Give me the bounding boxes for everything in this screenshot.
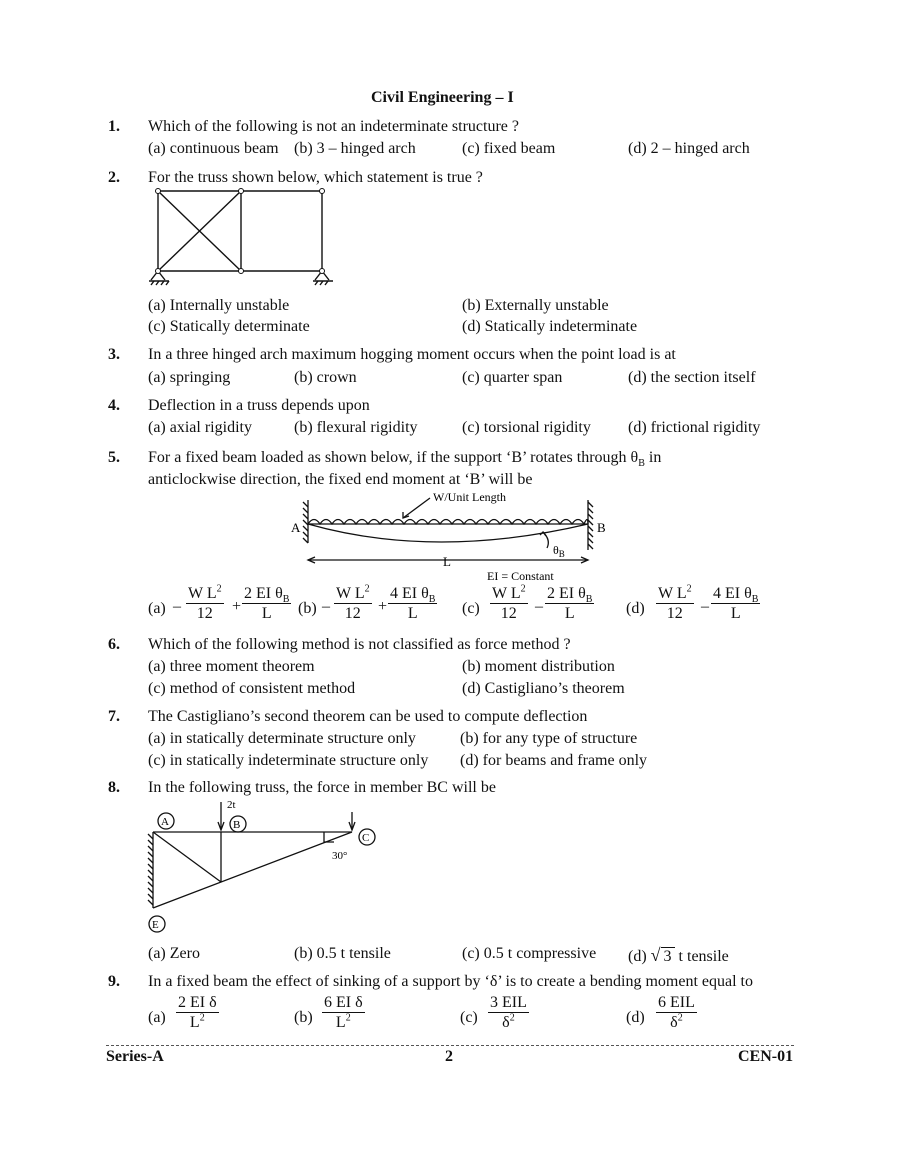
question-number: 3. [108, 346, 120, 363]
fraction-2ei-l: $\frac{2 EI \theta_B}{L}$ [547, 585, 593, 622]
question-number: 6. [108, 636, 120, 653]
sqrt-icon: √ [650, 945, 661, 965]
question-text: Which of the following is not an indeterminate structure ? [148, 118, 519, 135]
option-b: (b) 0.5 t tensile [294, 945, 391, 962]
plus-sign: + [378, 598, 388, 615]
question-text: Deflection in a truss depends upon [148, 397, 370, 414]
option-d: (d) 2 – hinged arch [628, 140, 750, 157]
option-c: (c) Statically determinate [148, 318, 310, 335]
option-b: (b) for any type of structure [460, 730, 638, 747]
fixed-beam-diagram [285, 488, 615, 586]
option-d: (d) Castigliano’s theorem [462, 680, 625, 697]
question-number: 8. [108, 779, 120, 796]
cantilever-truss-diagram [140, 796, 380, 938]
option-d: (d) [626, 600, 645, 617]
option-b: (b) [298, 600, 317, 617]
option-c: (c) [462, 600, 480, 617]
fraction-4ei-l: $\frac{4 EI \theta_B}{L}$ [713, 585, 759, 622]
series-label: Series-A [106, 1048, 164, 1065]
option-b: (b) crown [294, 369, 357, 386]
option-b: (b) moment distribution [462, 658, 615, 675]
option-c: (c) quarter span [462, 369, 563, 386]
option-b: (b) 3 – hinged arch [294, 140, 416, 157]
node-a-label: A [161, 816, 169, 828]
option-d: (d) Statically indeterminate [462, 318, 638, 335]
support-b-label: B [597, 520, 606, 535]
footer-divider [106, 1045, 794, 1046]
fraction-wl2-12: $\frac{W L^2}{12}$ [658, 583, 692, 622]
fraction-6eil-delta2: 6 EIL $\delta^2$ [658, 994, 695, 1031]
fraction-wl2-12: $\frac{W L^2}{12}$ [336, 583, 370, 622]
option-a: (a) [148, 1009, 166, 1026]
option-d: (d) [626, 1009, 645, 1026]
option-a: (a) springing [148, 369, 231, 386]
option-c: (c) torsional rigidity [462, 419, 591, 436]
question-number: 9. [108, 973, 120, 990]
node-e-label: E [152, 919, 159, 931]
fraction-6ei-delta-l2: $\frac{\text{6 EI δ}}{L^2}$ [324, 994, 363, 1031]
option-a: (a) continuous beam [148, 140, 279, 157]
option-c: (c) in statically indeterminate structure only [148, 752, 429, 769]
option-a: (a) three moment theorem [148, 658, 315, 675]
option-c: (c) fixed beam [462, 140, 556, 157]
minus-sign: – [173, 598, 181, 615]
option-d: (d) √ 3 t tensile [628, 945, 729, 965]
option-c: (c) method of consistent method [148, 680, 356, 697]
question-number: 5. [108, 449, 120, 466]
minus-sign: – [535, 598, 543, 615]
fraction-wl2-12: $\frac{W L^2}{12}$ [492, 583, 526, 622]
page-title: Civil Engineering – I [371, 89, 514, 106]
fraction-wl2-12: $\frac{W L^2}{12}$ [188, 583, 222, 622]
option-a: (a) [148, 600, 166, 617]
span-label: L [443, 554, 451, 569]
fraction-2ei-delta-l2: $\frac{\text{2 EI δ}}{L^2}$ [178, 994, 217, 1031]
node-b-label: B [233, 819, 241, 831]
angle-label: 30° [332, 850, 348, 862]
question-text-line1: For a fixed beam loaded as shown below, if the support ‘B’ rotates through $\theta_B$ in [148, 449, 662, 470]
question-text: In a three hinged arch maximum hogging moment occurs when the point load is at [148, 346, 676, 363]
page-number: 2 [445, 1048, 453, 1065]
option-a: (a) Zero [148, 945, 200, 962]
option-a: (a) in statically determinate structure only [148, 730, 416, 747]
option-a: (a) axial rigidity [148, 419, 252, 436]
option-b: (b) flexural rigidity [294, 419, 418, 436]
fraction-3eil-delta2: 3 EIL $\delta^2$ [490, 994, 527, 1031]
option-a: (a) Internally unstable [148, 297, 290, 314]
ei-label: EI = Constant [487, 569, 554, 583]
question-text: The Castigliano’s second theorem can be used to compute deflection [148, 708, 588, 725]
question-text: Which of the following method is not classified as force method ? [148, 636, 571, 653]
question-number: 1. [108, 118, 120, 135]
minus-sign: – [701, 598, 709, 615]
support-a-label: A [291, 520, 301, 535]
option-d: (d) the section itself [628, 369, 756, 386]
question-text: In the following truss, the force in member BC will be [148, 779, 496, 796]
option-d: (d) for beams and frame only [460, 752, 648, 769]
option-d: (d) frictional rigidity [628, 419, 761, 436]
load-label: 2t [227, 799, 236, 811]
load-label: W/Unit Length [433, 490, 506, 504]
question-number: 7. [108, 708, 120, 725]
node-c-label: C [362, 832, 370, 844]
option-c: (c) 0.5 t compressive [462, 945, 597, 962]
truss-diagram [145, 186, 340, 296]
option-b: (b) Externally unstable [462, 297, 609, 314]
question-number: 2. [108, 169, 120, 186]
fraction-4ei-l: $\frac{4 EI \theta_B}{L}$ [390, 585, 436, 622]
fraction-2ei-l: $\frac{2 EI \theta_B}{L}$ [244, 585, 290, 622]
option-b: (b) [294, 1009, 313, 1026]
question-number: 4. [108, 397, 120, 414]
option-c: (c) [460, 1009, 478, 1026]
minus-sign: – [322, 598, 330, 615]
question-text: In a fixed beam the effect of sinking of a support by ‘δ’ is to create a bending moment equal to [148, 973, 753, 990]
rotation-label: $\theta_B$ [553, 543, 565, 559]
plus-sign: + [232, 598, 242, 615]
paper-code: CEN-01 [738, 1048, 794, 1065]
question-text-line2: anticlockwise direction, the fixed end moment at ‘B’ will be [148, 471, 533, 488]
question-text: For the truss shown below, which statement is true ? [148, 169, 483, 186]
